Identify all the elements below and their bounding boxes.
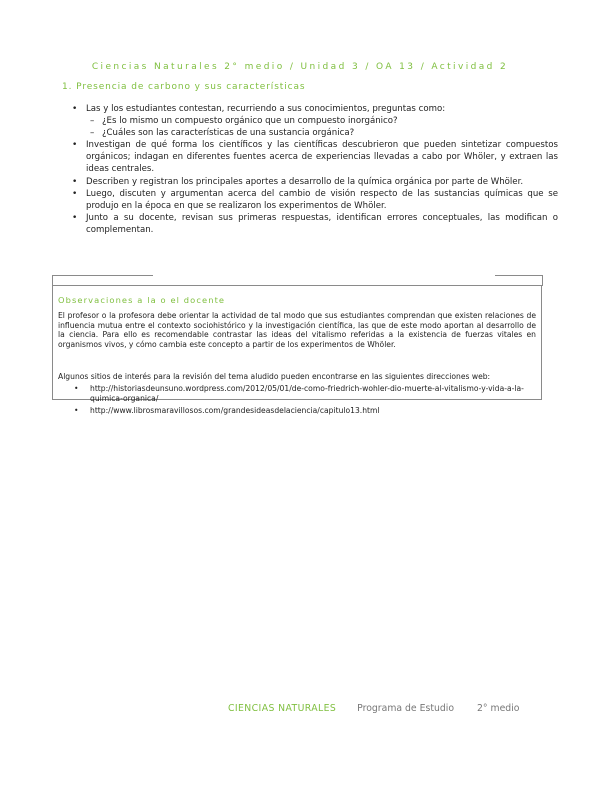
activity-item (86, 103, 558, 139)
reference-link[interactable]: • http://historiasdeunsuno.wordpress.com/2012/05/01/de-como-friedrich-wohler-dio-muerte-al-vitalismo-y-vida-a-la-quimica-organica/ (90, 384, 536, 404)
activity-item: • Investigan de qué forma los científicos y las científicas descubrieron que pueden sintetizar compuestos orgánicos; indagan en diferentes fuentes acerca de experiencias llevadas a cabo por Whöler, y extraen las ideas centrales. (86, 139, 558, 175)
reference-link[interactable]: • http://www.librosmaravillosos.com/grandesideasdelaciencia/capitulo13.html (90, 406, 536, 416)
activity-item-text: Las y los estudiantes contestan, recurriendo a sus conocimientos, preguntas como: (86, 104, 446, 114)
activity-list (70, 103, 558, 236)
question-list (86, 115, 558, 139)
activity-item: • Luego, discuten y argumentan acerca del cambio de visión respecto de las sustancias químicas que se produjo en la época en que se realizaron los experimentos de Whöler. (86, 188, 558, 212)
observations-title: Observaciones a la o el docente (58, 295, 226, 305)
page-footer (228, 703, 519, 714)
page-header-title: Ciencias Naturales 2° medio / Unidad 3 / OA 13 / Actividad 2 (91, 62, 509, 72)
activity-item: • Junto a su docente, revisan sus primeras respuestas, identifican errores conceptuales, las modifican o complementan. (86, 212, 558, 236)
observations-body: El profesor o la profesora debe orientar la actividad de tal modo que sus estudiantes comprendan que existen relaciones de influencia mutua entre el contexto sociohistórico y la investigación científica, las que de este modo aportan al desarrollo de la ciencia. Para ello es recomendable contrastar las ideas del vitalismo referidas a la existencia de fuerzas vitales en organismos vivos, y cómo cambia este concepto a partir de los experimentos de Whöler. (58, 311, 536, 350)
observations-links-intro: Algunos sitios de interés para la revisión del tema aludido pueden encontrarse en las siguientes direcciones web: (58, 372, 491, 381)
section-title: 1. Presencia de carbono y sus características (62, 82, 306, 92)
question-item: – ¿Cuáles son las características de una sustancia orgánica? (102, 127, 558, 139)
reference-link-list (90, 384, 536, 417)
activity-item: • Describen y registran los principales aportes a desarrollo de la química orgánica por parte de Whöler. (86, 176, 558, 188)
question-item: – ¿Es lo mismo un compuesto orgánico que un compuesto inorgánico? (102, 115, 558, 127)
footer-subject: CIENCIAS NATURALES (228, 703, 337, 714)
footer-grade: 2° medio (477, 703, 520, 714)
footer-program: Programa de Estudio (357, 703, 455, 714)
